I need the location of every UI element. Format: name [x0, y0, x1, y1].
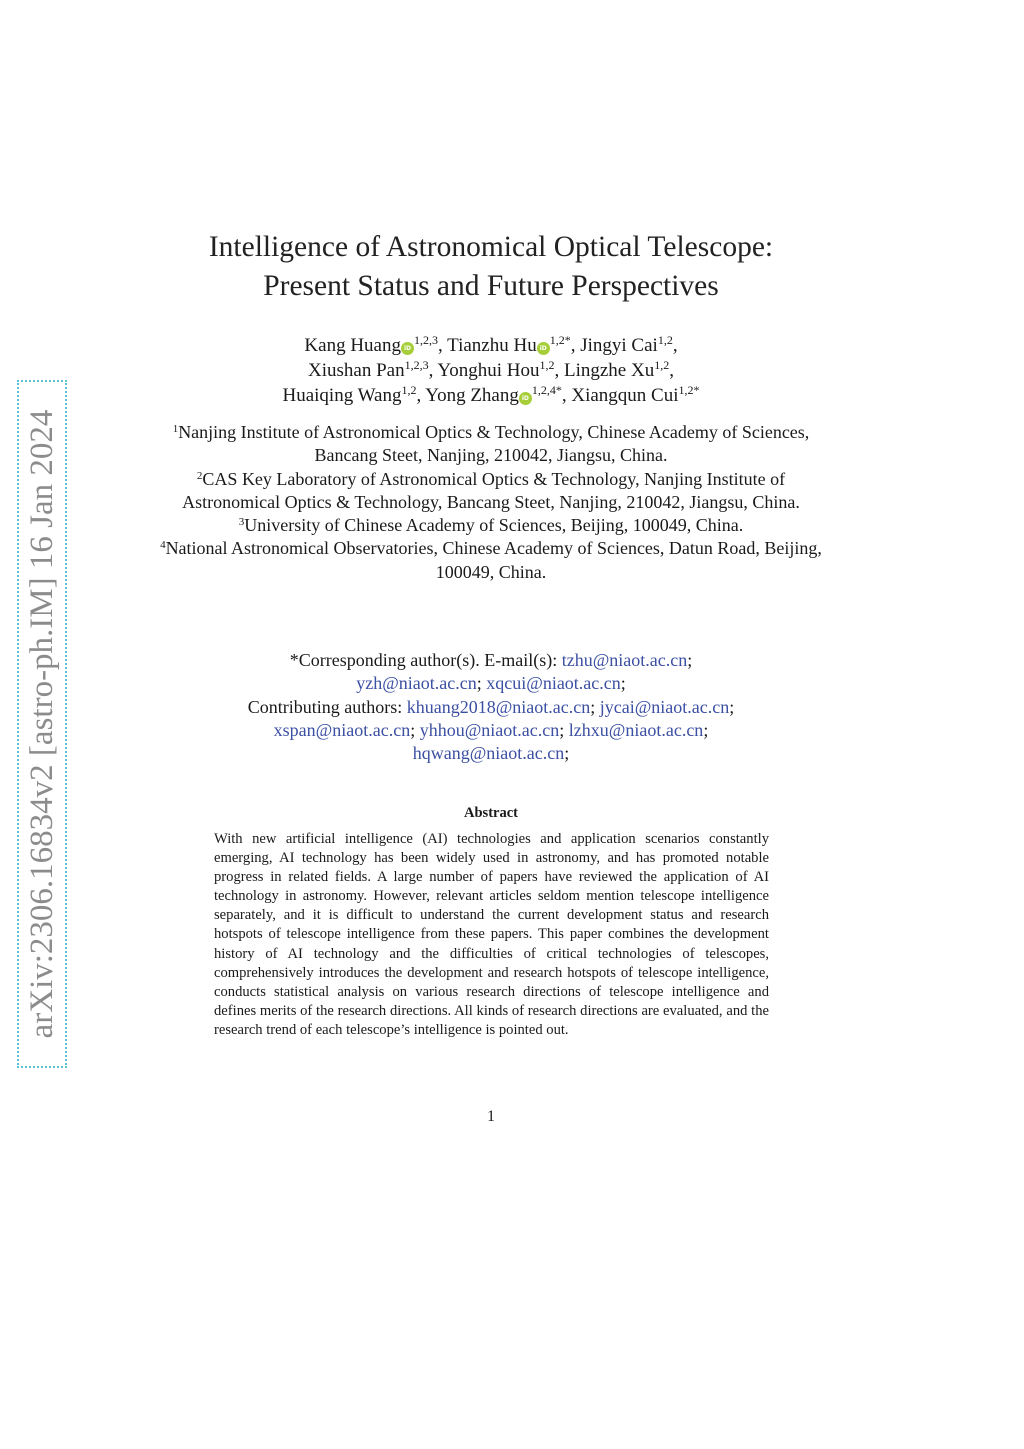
orcid-icon[interactable]: iD [401, 342, 414, 355]
author-name: Huaiqing Wang [282, 385, 402, 406]
email-link[interactable]: tzhu@niaot.ac.cn [561, 650, 688, 670]
author-name: Jingyi Cai [580, 335, 658, 356]
affiliation-item [150, 537, 832, 584]
author-affil-sup: 1,2,3 [413, 333, 438, 347]
affiliation-text: National Astronomical Observatories, Chinese Academy of Sciences, Datun Road, Beijing, 100049, China. [165, 538, 822, 582]
abstract-heading: Abstract [464, 805, 518, 821]
contributing-label: Contributing authors: [247, 696, 403, 717]
email-link[interactable]: yzh@niaot.ac.cn [356, 673, 477, 694]
title-line-2: Present Status and Future Perspectives [263, 270, 719, 302]
email-link[interactable]: lzhxu@niaot.ac.cn [568, 719, 704, 740]
affiliation-text: Nanjing Institute of Astronomical Optics & Technology, Chinese Academy of Sciences, Bancang Steet, Nanjing, 210042, Jiangsu, China. [178, 422, 810, 466]
affiliation-number: 3 [238, 516, 245, 529]
email-link[interactable]: khuang2018@niaot.ac.cn [406, 696, 591, 717]
email-link[interactable]: jycai@niaot.ac.cn [599, 696, 730, 717]
affiliation-number: 1 [172, 423, 179, 435]
affiliation-list [150, 421, 832, 584]
email-link[interactable]: hqwang@niaot.ac.cn [412, 743, 565, 764]
author-affil-sup: 1,2,3 [404, 358, 429, 372]
author-line-1: Kang Huang iD$^{1,2,3}$, Tianzhu Hu $iD^{1,2*}$, Jingyi Cai$^{1,2}$, [304, 333, 678, 356]
contributing-line-3: hqwang@niaot.ac.cn; [412, 743, 570, 764]
page-number: 1 [487, 1108, 495, 1125]
paper-title [150, 228, 832, 306]
author-line-3: Huaiqing Wang$^{1,2}$, Yong Zhang $iD^{1,2,4*}$, Xiangqun Cui$^{1,2*}$ [282, 383, 700, 406]
author-name: Yonghui Hou [437, 360, 540, 381]
author-affil-sup: 1,2 [401, 383, 417, 397]
affiliation-item [150, 421, 832, 468]
email-link[interactable]: xspan@niaot.ac.cn [273, 719, 411, 740]
author-affil-sup: 1,2* [678, 383, 700, 397]
author-affil-sup: 1,2,4* [531, 383, 562, 397]
arxiv-id[interactable]: arXiv:2306.16834v2 [astro-ph.IM] 16 Jan 2024 [23, 409, 60, 1039]
affiliation-number: 4 [160, 539, 166, 552]
correspondence-block [150, 649, 832, 765]
author-line-2: Xiushan Pan$^{1,2,3}$, Yonghui Hou$^{1,2}$, Lingzhe Xu$^{1,2}$, [308, 358, 674, 381]
contributing-line-1: Contributing authors: khuang2018@niaot.ac.cn; jycai@niaot.ac.cn; [247, 696, 735, 717]
orcid-icon[interactable]: iD [519, 392, 532, 405]
corresponding-line-2: yzh@niaot.ac.cn; xqcui@niaot.ac.cn; [356, 673, 626, 694]
author-name: Yong Zhang [425, 385, 519, 406]
email-link[interactable]: xqcui@niaot.ac.cn [486, 673, 621, 694]
affiliation-text: CAS Key Laboratory of Astronomical Optics & Technology, Nanjing Institute of Astronomical Optics & Technology, Bancang Steet, Nanjing, 210042, Jiangsu, China. [182, 468, 800, 512]
abstract-text: With new artificial intelligence (AI) technologies and application scenarios constantly emerging, AI technology has been widely used in astronomy, and has promoted notable progress in related fields. A large number of papers have reviewed the application of AI technology in astronomy. However, relevant articles seldom mention telescope intelligence separately, and it is difficult to understand the current development status and research hotspots of telescope intelligence from these papers. This paper combines the development history of AI technology and the difficulties of critical technologies of telescopes, comprehensively introduces the development and research hotspots of telescope intelligence, conducts statistical analysis on various research directions of telescope intelligence and defines merits of the research directions. All kinds of research directions are evaluated, and the research trend of each telescope’s intelligence is pointed out. [214, 831, 769, 1038]
corresponding-label: *Corresponding author(s). E-mail(s): [289, 650, 558, 670]
email-link[interactable]: yhhou@niaot.ac.cn [419, 719, 560, 740]
author-name: Xiushan Pan [308, 360, 405, 381]
corresponding-line-1: *Corresponding author(s). E-mail(s): tzhu@niaot.ac.cn; [289, 650, 693, 670]
affiliation-number: 2 [196, 469, 203, 482]
arxiv-stamp [17, 380, 67, 1068]
author-name: Kang Huang [304, 335, 401, 356]
author-affil-sup: 1,2* [549, 333, 571, 347]
affiliation-text: University of Chinese Academy of Sciences, Beijing, 100049, China. [244, 515, 744, 536]
author-name: Xiangqun Cui [571, 385, 679, 406]
affiliation-item [150, 514, 832, 537]
orcid-icon[interactable]: iD [537, 342, 550, 355]
author-affil-sup: 1,2 [654, 358, 670, 372]
author-name: Lingzhe Xu [563, 360, 655, 381]
author-list [150, 333, 832, 408]
author-affil-sup: 1,2 [539, 358, 555, 372]
author-name: Tianzhu Hu [447, 335, 537, 356]
affiliation-item [150, 468, 832, 515]
author-affil-sup: 1,2 [657, 333, 673, 347]
contributing-line-2: xspan@niaot.ac.cn; yhhou@niaot.ac.cn; lzhxu@niaot.ac.cn; [273, 719, 709, 740]
title-line-1: Intelligence of Astronomical Optical Telescope: [208, 231, 774, 263]
